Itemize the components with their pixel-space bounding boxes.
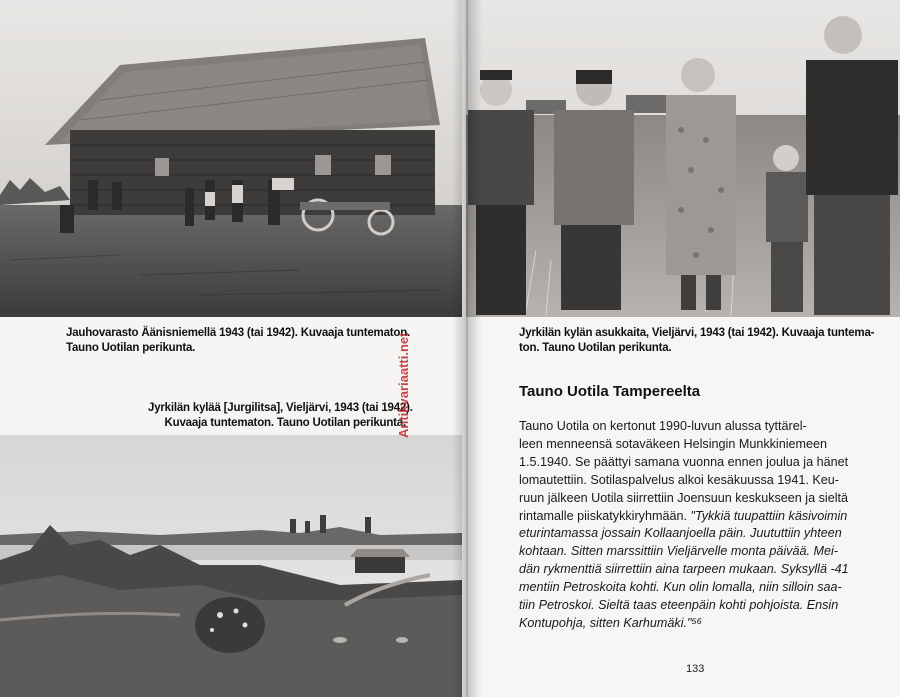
body-line: lomautettiin. Sotilaspalvelus alkoi kesäkuussa 1941. Keu- — [519, 472, 839, 487]
book-gutter — [452, 0, 482, 697]
page-number: 133 — [686, 663, 705, 675]
body-line: kohtaan. Sitten marssittiin Vieljärvelle monta päivää. Mei- — [519, 544, 838, 559]
photo-village-landscape — [0, 435, 462, 697]
photo-mill-building — [0, 0, 462, 317]
body-line-normal-part: rintamalle piiskatykkiryhmään. — [519, 508, 691, 523]
watermark: Antikvariaatti.net — [396, 332, 411, 438]
body-text — [519, 418, 869, 633]
caption-line: Jauhovarasto Äänisniemellä 1943 (tai 1942). Kuvaaja tuntematon. — [66, 327, 411, 339]
caption-village-photo — [148, 401, 413, 431]
caption-mill-photo — [66, 326, 410, 356]
body-line — [519, 508, 869, 526]
body-line: eturintamassa jossain Kollaanjoella päin. Juututtiin yhteen — [519, 526, 842, 541]
body-line: tiin Petroskoi. Sieltä taas eteenpäin kohti pohjoista. Ensin — [519, 598, 839, 613]
photo-village-residents — [466, 0, 900, 317]
caption-line: Tauno Uotilan perikunta. — [66, 342, 196, 354]
caption-line: Jyrkilän kylän asukkaita, Vieljärvi, 1943 (tai 1942). Kuvaaja tuntema- — [519, 327, 875, 339]
body-line-italic-part: "Tykkiä tuupattiin käsivoimin — [690, 508, 848, 523]
body-line: dän rykmenttiä siirrettiin aina tarpeen mukaan. Syksyllä -41 — [519, 562, 849, 577]
body-line: mentiin Petroskoita kohti. Kun olin lomalla, niin silloin saa- — [519, 580, 842, 595]
body-line: Tauno Uotila on kertonut 1990-luvun alussa tyttärel- — [519, 419, 807, 433]
body-line: 1.5.1940. Se päättyi samana vuonna ennen joulua ja hänet — [519, 454, 849, 469]
caption-line: ton. Tauno Uotilan perikunta. — [519, 342, 672, 354]
body-line: leen menneensä sotaväkeen Helsingin Munkkiniemeen — [519, 436, 828, 451]
caption-residents-photo — [519, 326, 874, 356]
right-page — [466, 0, 900, 697]
caption-line: Kuvaaja tuntematon. Tauno Uotilan perikunta. — [164, 417, 406, 429]
section-title: Tauno Uotila Tampereelta — [519, 383, 701, 400]
body-line: Kontupohja, sitten Karhumäki."⁵⁶ — [519, 615, 703, 630]
caption-line: Jyrkilän kylää [Jurgilitsa], Vieljärvi, 1943 (tai 1942). — [148, 402, 413, 414]
body-line: ruun jälkeen Uotila siirrettiin Joensuun keskukseen ja sieltä — [519, 490, 849, 505]
